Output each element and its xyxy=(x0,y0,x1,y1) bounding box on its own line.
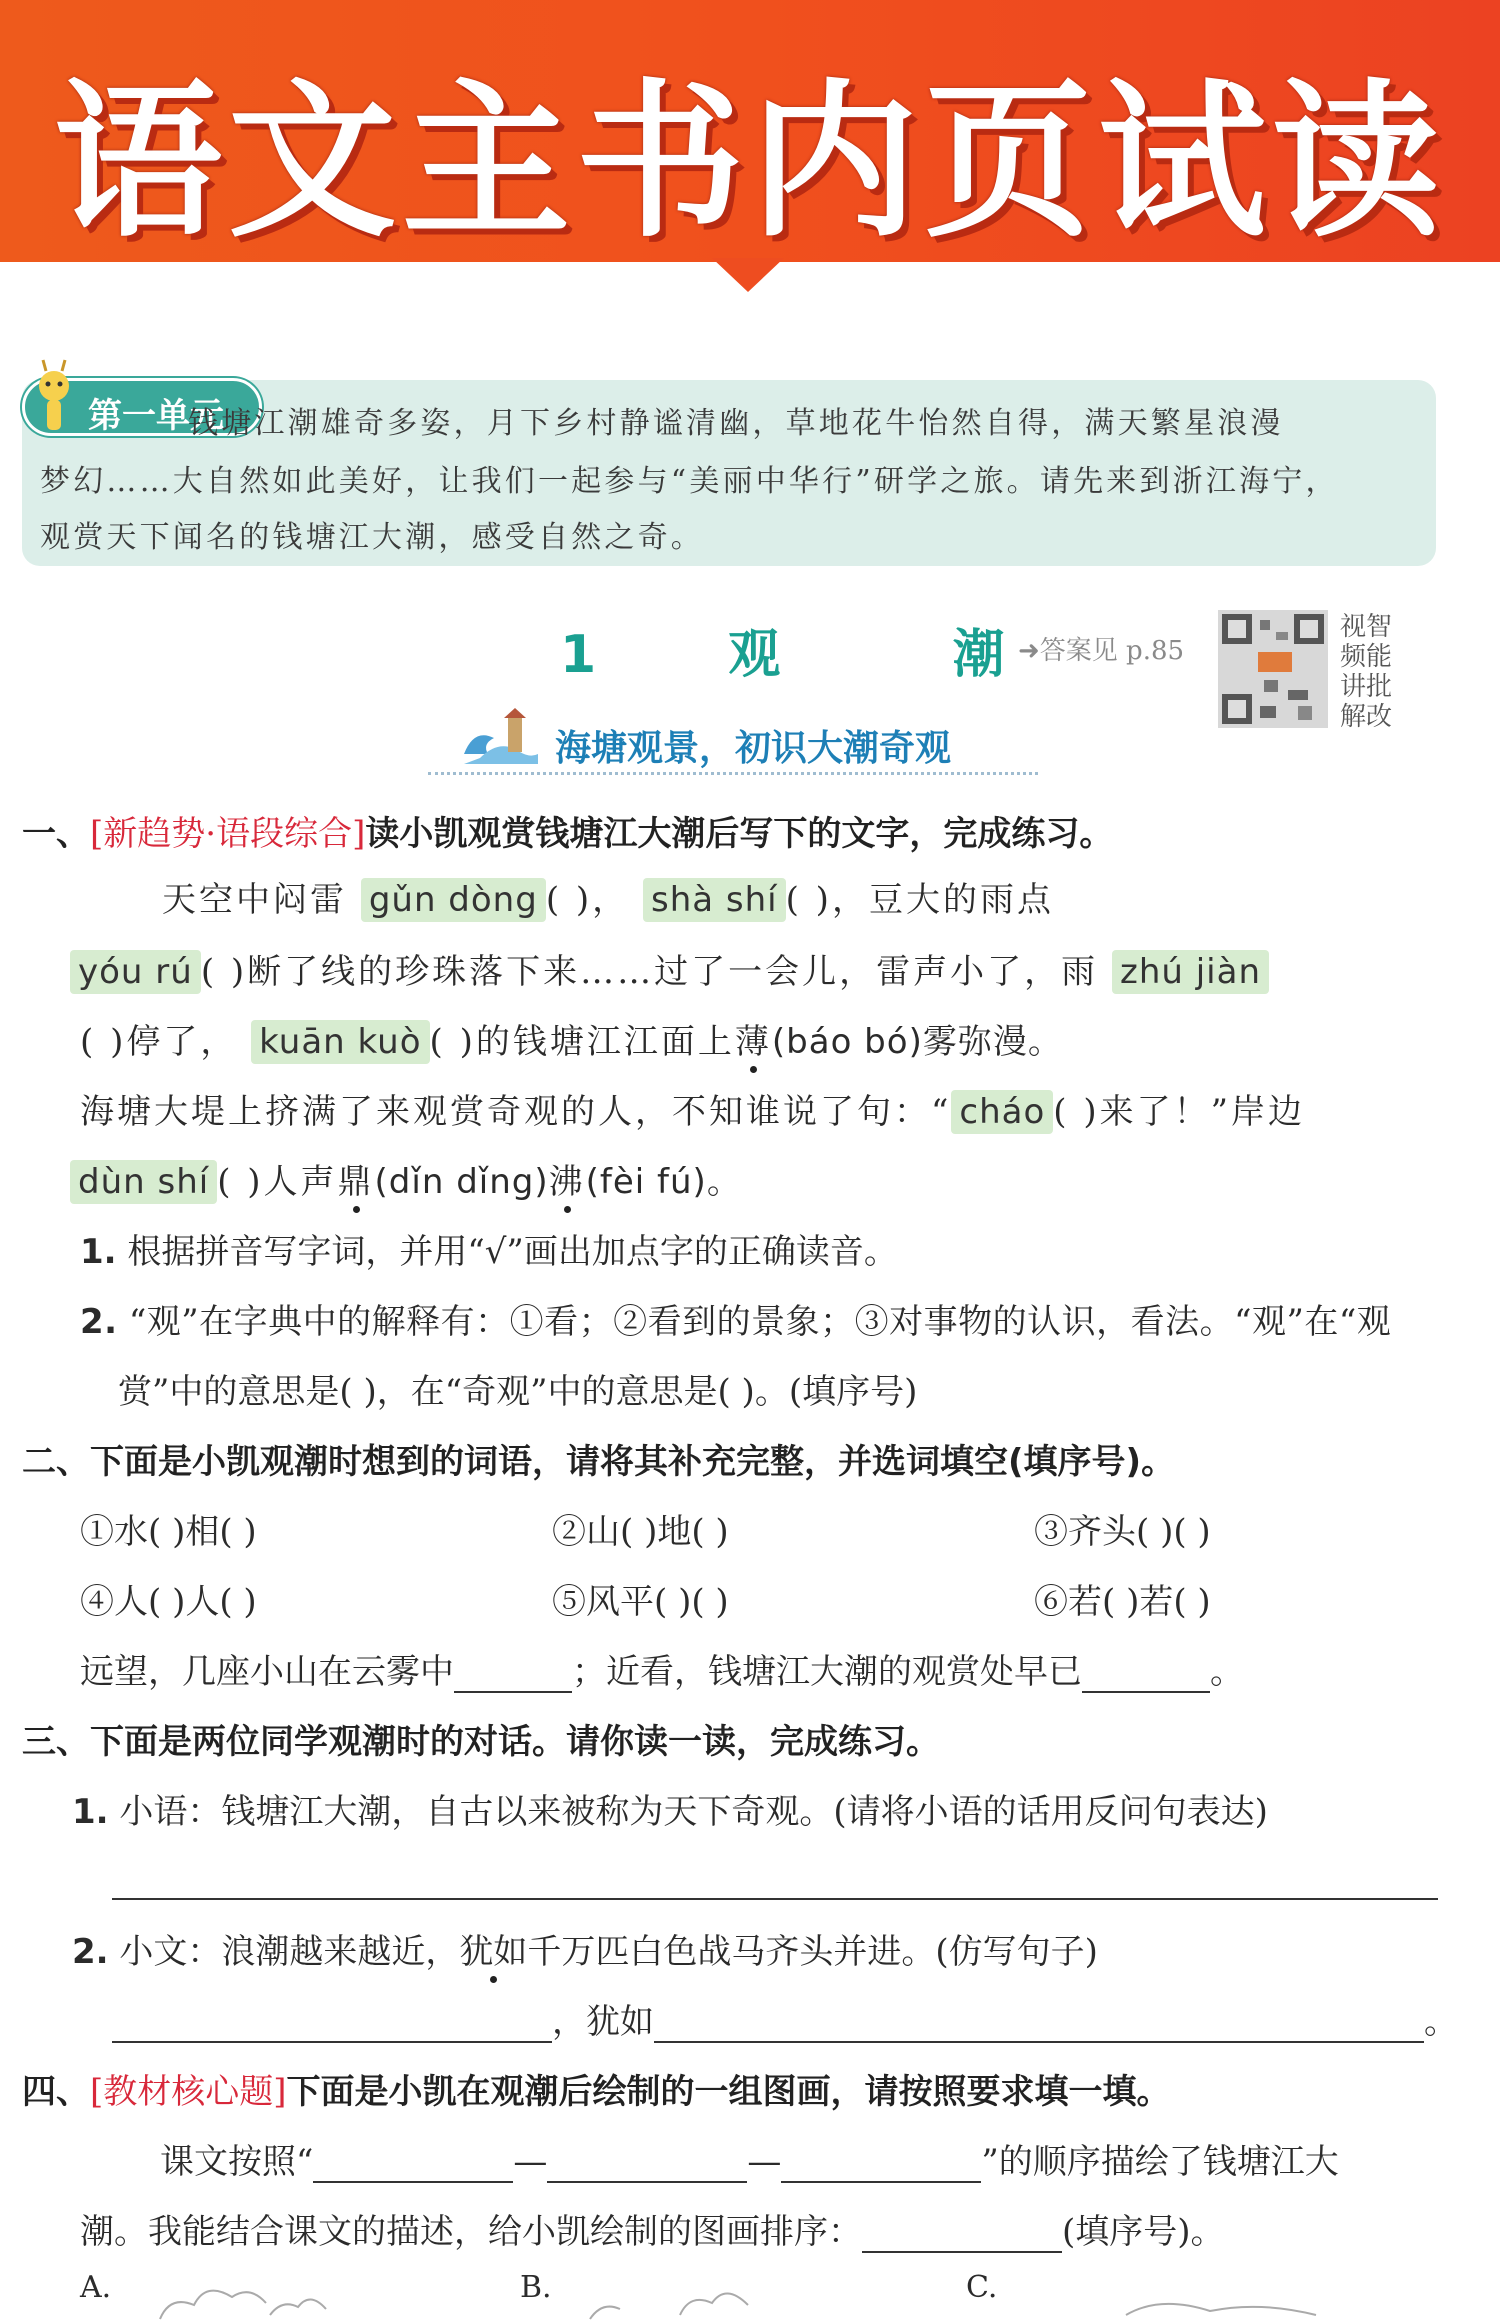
q2-word-4[interactable]: ④人( )人( ) xyxy=(80,1582,257,1622)
dotted-character: 薄 xyxy=(735,1014,772,1063)
pinyin-prompt: cháo xyxy=(951,1090,1053,1134)
lesson-title xyxy=(560,612,1007,687)
answer-parens[interactable]: ( )，豆大的雨点 xyxy=(785,880,1054,920)
q3-imitation-line xyxy=(112,1994,1458,2043)
unit-badge-label: 第一单元 xyxy=(88,396,224,436)
q1-heading-prefix: 一、 xyxy=(22,814,90,854)
sub-question-text: 根据拼音写字词，并用“√”画出加点字的正确读音。 xyxy=(127,1232,898,1272)
q2-word-5[interactable]: ⑤风平( )( ) xyxy=(552,1582,729,1622)
sub-question-text: 千万匹白色战马齐头并进。(仿写句子) xyxy=(527,1932,1098,1972)
q1-passage-line-2 xyxy=(70,944,1269,994)
lesson-title-b: 潮 xyxy=(952,625,1007,685)
lesson-subtitle: 海塘观景，初识大潮奇观 xyxy=(555,727,952,769)
wave-icon xyxy=(460,708,540,768)
fill-text: 。 xyxy=(1210,1652,1244,1692)
q1-tag: [新趋势·语段综合] xyxy=(90,814,366,854)
sub-question-number: 2. xyxy=(80,1302,118,1342)
answer-parens[interactable]: ( )停了， xyxy=(80,1022,238,1062)
q4-heading xyxy=(22,2064,1171,2113)
fill-text: ，犹如 xyxy=(552,2002,654,2042)
q1-heading-text: 读小凯观赏钱塘江大潮后写下的文字，完成练习。 xyxy=(365,814,1114,854)
cloud-sketch-icon xyxy=(580,2275,760,2322)
sub-question-number: 2. xyxy=(72,1932,109,1972)
q1-sub-1 xyxy=(80,1224,898,1273)
passage-text: 天空中闷雷 xyxy=(162,880,347,920)
q4-heading-prefix: 四、 xyxy=(22,2072,90,2112)
q1-heading xyxy=(22,806,1113,855)
dotted-character: 沸 xyxy=(549,1154,586,1203)
q2-word-6[interactable]: ⑥若( )若( ) xyxy=(1034,1582,1211,1622)
q1-sub-2 xyxy=(80,1294,1391,1343)
answer-parens[interactable]: ( )断了线的珍珠落下来……过了一会儿，雷声小了，雨 xyxy=(200,952,1099,992)
answer-parens[interactable]: ( )人声 xyxy=(217,1162,338,1202)
q4-line-1 xyxy=(160,2134,1339,2183)
q1-passage-line-4 xyxy=(80,1084,1305,1134)
dotted-word: 犹如 xyxy=(459,1924,527,1973)
qr-side-line: 解改 xyxy=(1340,702,1393,732)
qr-side-line: 讲批 xyxy=(1340,672,1393,702)
qr-side-line: 频能 xyxy=(1340,642,1393,672)
dash: — xyxy=(513,2142,548,2182)
reading-choice[interactable]: (báo bó)雾弥漫。 xyxy=(771,1022,1063,1062)
q2-fill-sentence xyxy=(80,1644,1244,1693)
wave-sketch-icon xyxy=(1120,2275,1320,2322)
q3-heading: 三、下面是两位同学观潮时的对话。请你读一读，完成练习。 xyxy=(22,1722,940,1762)
q2-heading: 二、下面是小凯观潮时想到的词语，请将其补充完整，并选词填空(填序号)。 xyxy=(22,1442,1176,1482)
fill-blank[interactable] xyxy=(454,1657,572,1693)
fill-blank[interactable] xyxy=(112,2005,552,2043)
q3-sub-1 xyxy=(72,1784,1268,1833)
fill-blank[interactable] xyxy=(862,2215,1062,2253)
cloud-sketch-icon xyxy=(150,2275,330,2322)
passage-text: 海塘大堤上挤满了来观赏奇观的人，不知谁说了句：“ xyxy=(80,1092,952,1132)
pinyin-prompt: kuān kuò xyxy=(251,1020,429,1064)
reading-choice[interactable]: (dǐn dǐng) xyxy=(374,1162,549,1202)
q1-passage-line-3 xyxy=(80,1014,1063,1064)
qr-code-icon[interactable] xyxy=(1218,610,1328,728)
answer-parens[interactable]: ( )的钱塘江江面上 xyxy=(429,1022,735,1062)
pinyin-prompt: yóu rú xyxy=(70,950,201,994)
subtitle-underline xyxy=(428,772,1038,775)
pinyin-prompt: dùn shí xyxy=(70,1160,217,1204)
q2-word-1[interactable]: ①水( )相( ) xyxy=(80,1512,257,1552)
unit-intro-line-1: 钱塘江潮雄奇多姿，月下乡村静谧清幽，草地花牛怡然自得，满天繁星浪漫 xyxy=(188,406,1284,441)
pinyin-prompt: gǔn dòng xyxy=(361,878,546,922)
answer-parens[interactable]: ( )， xyxy=(545,880,630,920)
q1-passage-line-5 xyxy=(70,1154,742,1204)
reading-choice[interactable]: (fèi fú)。 xyxy=(585,1162,742,1202)
dash: — xyxy=(747,2142,782,2182)
giraffe-icon xyxy=(30,356,78,432)
q4-heading-text: 下面是小凯在观潮后绘制的一组图画，请按照要求填一填。 xyxy=(286,2072,1171,2112)
picture-label-c: C. xyxy=(966,2270,998,2305)
q4-line-2 xyxy=(80,2204,1225,2253)
unit-intro-line-2: 梦幻……大自然如此美好，让我们一起参与“美丽中华行”研学之旅。请先来到浙江海宁， xyxy=(40,464,1339,499)
fill-text: 潮。我能结合课文的描述，给小凯绘制的图画排序： xyxy=(80,2212,862,2252)
q4-tag: [教材核心题] xyxy=(90,2072,287,2112)
fill-text: 远望，几座小山在云雾中 xyxy=(80,1652,454,1692)
fill-text: ；近看，钱塘江大潮的观赏处早已 xyxy=(572,1652,1082,1692)
fill-blank[interactable] xyxy=(1082,1657,1210,1693)
sub-question-number: 1. xyxy=(80,1232,117,1272)
sub-question-text: 小文：浪潮越来越近， xyxy=(119,1932,460,1972)
fill-blank[interactable] xyxy=(547,2145,747,2183)
fill-text: ”的顺序描绘了钱塘江大 xyxy=(981,2142,1339,2182)
q3-sub-2 xyxy=(72,1924,1098,1973)
sub-question-number: 1. xyxy=(72,1792,109,1832)
pinyin-prompt: zhú jiàn xyxy=(1112,950,1269,994)
answer-line[interactable] xyxy=(112,1898,1438,1900)
q1-passage-line-1 xyxy=(162,872,1054,922)
fill-blank[interactable] xyxy=(781,2145,981,2183)
banner-title: 语文主书内页试读 xyxy=(54,64,1446,260)
picture-label-b: B. xyxy=(520,2270,552,2305)
sub-question-text: “观”在字典中的解释有：①看；②看到的景象；③对事物的认识，看法。“观”在“观 xyxy=(128,1302,1392,1342)
fill-text: 课文按照“ xyxy=(160,2142,314,2182)
q2-word-3[interactable]: ③齐头( )( ) xyxy=(1034,1512,1211,1552)
qr-side-line: 视智 xyxy=(1340,612,1393,642)
dotted-character: 鼎 xyxy=(338,1154,375,1203)
qr-side-caption xyxy=(1340,612,1410,732)
answer-reference: ➜答案见 p.85 xyxy=(1018,636,1185,666)
lesson-number: 1 xyxy=(560,625,599,685)
answer-parens[interactable]: ( )来了！”岸边 xyxy=(1053,1092,1305,1132)
q2-word-2[interactable]: ②山( )地( ) xyxy=(552,1512,729,1552)
fill-blank[interactable] xyxy=(654,2005,1424,2043)
unit-intro-line-3: 观赏天下闻名的钱塘江大潮，感受自然之奇。 xyxy=(40,520,704,555)
fill-text: 。 xyxy=(1424,2002,1458,2042)
fill-blank[interactable] xyxy=(313,2145,513,2183)
lesson-title-a: 观 xyxy=(728,625,783,685)
sub-question-text: 小语：钱塘江大潮，自古以来被称为天下奇观。(请将小语的话用反问句表达) xyxy=(119,1792,1268,1832)
picture-label-a: A. xyxy=(80,2270,112,2305)
pinyin-prompt: shà shí xyxy=(643,878,786,922)
fill-text: (填序号)。 xyxy=(1062,2212,1225,2252)
q1-sub-2-cont[interactable]: 赏”中的意思是( )，在“奇观”中的意思是( )。(填序号) xyxy=(118,1372,918,1412)
